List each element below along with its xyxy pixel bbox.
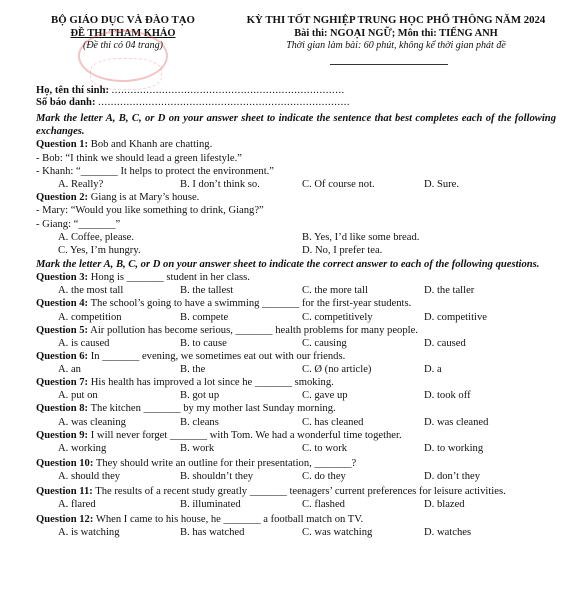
option-a[interactable]: A. Really? xyxy=(58,179,104,191)
question-4 xyxy=(36,297,556,323)
question-stem: The results of a recent study greatly _______ teenagers’ current preferences for leisure activities. xyxy=(95,485,506,497)
dialogue-line: - Giang: “_______” xyxy=(36,218,121,230)
question-label: Question 5: xyxy=(36,324,89,336)
option-c[interactable]: C. do they xyxy=(302,470,346,482)
question-5 xyxy=(36,324,556,350)
exam-reference: ĐỀ THI THAM KHẢO xyxy=(70,28,176,40)
option-a[interactable]: A. the most tall xyxy=(58,285,124,297)
option-c[interactable]: C. competitively xyxy=(302,311,373,323)
question-stem: They should write an outline for their presentation, _______? xyxy=(95,457,357,469)
options-row xyxy=(36,498,556,511)
options-row xyxy=(36,231,556,244)
question-label: Question 2: xyxy=(36,192,89,204)
dialogue-line: - Khanh: “_______ It helps to protect the environment.” xyxy=(36,165,275,177)
option-b[interactable]: B. cleans xyxy=(180,416,219,428)
question-6 xyxy=(36,350,556,376)
question-11 xyxy=(36,485,556,511)
question-label: Question 11: xyxy=(36,485,93,497)
header-right xyxy=(226,14,566,53)
question-stem: Hong is _______ student in her class. xyxy=(90,272,250,284)
option-c[interactable]: C. Yes, I’m hungry. xyxy=(58,244,141,256)
option-c[interactable]: C. has cleaned xyxy=(302,416,364,428)
option-a[interactable]: A. working xyxy=(58,442,107,454)
option-b[interactable]: B. Yes, I’d like some bread. xyxy=(302,231,420,243)
options-row xyxy=(36,526,556,539)
option-b[interactable]: B. the xyxy=(180,364,206,376)
candidate-id-dots: ................................................................................ xyxy=(98,97,351,108)
dialogue-line: - Mary: “Would you like something to drink, Giang?” xyxy=(36,205,264,217)
option-b[interactable]: B. to cause xyxy=(180,337,227,349)
exam-time: Thời gian làm bài: 60 phút, không kể thời gian phát đề xyxy=(286,40,506,52)
options-row xyxy=(36,337,556,350)
option-d[interactable]: D. caused xyxy=(424,337,466,349)
question-stem: When I came to his house, he _______ a football match on TV. xyxy=(95,514,364,526)
options-row xyxy=(36,470,556,483)
question-12 xyxy=(36,513,556,539)
option-a[interactable]: A. was cleaning xyxy=(58,416,126,428)
candidate-name-label: Họ, tên thí sinh: xyxy=(36,85,109,96)
option-a[interactable]: A. put on xyxy=(58,390,98,402)
question-label: Question 3: xyxy=(36,272,89,284)
section-2-instruction: Mark the letter A, B, C, or D on your answer sheet to indicate the correct answer to each of the following questions. xyxy=(36,258,540,270)
question-stem: In _______ evening, we sometimes eat out with our friends. xyxy=(90,350,346,362)
question-8 xyxy=(36,402,556,428)
option-a[interactable]: A. competition xyxy=(58,311,122,323)
options-row xyxy=(36,244,556,257)
question-stem: The kitchen _______ by my mother last Sunday morning. xyxy=(90,403,336,415)
option-c[interactable]: C. Ø (no article) xyxy=(302,364,372,376)
question-list xyxy=(36,271,556,539)
question-label: Question 12: xyxy=(36,514,94,526)
question-label: Question 9: xyxy=(36,429,89,441)
option-c[interactable]: C. the more tall xyxy=(302,285,368,297)
option-b[interactable]: B. the tallest xyxy=(180,285,234,297)
header-divider xyxy=(330,64,448,65)
option-a[interactable]: A. Coffee, please. xyxy=(58,231,134,243)
option-c[interactable]: C. Of course not. xyxy=(302,179,375,191)
options-row xyxy=(36,311,556,324)
question-2 xyxy=(36,191,556,257)
option-d[interactable]: D. to working xyxy=(424,442,484,454)
option-d[interactable]: D. was cleaned xyxy=(424,416,489,428)
question-label: Question 7: xyxy=(36,377,89,389)
option-b[interactable]: B. illuminated xyxy=(180,499,241,511)
question-stem: Giang is at Mary’s house. xyxy=(90,192,200,204)
option-b[interactable]: B. got up xyxy=(180,390,220,402)
question-label: Question 10: xyxy=(36,457,94,469)
question-label: Question 8: xyxy=(36,403,89,415)
candidate-id-row xyxy=(36,96,350,109)
options-row xyxy=(36,442,556,455)
option-b[interactable]: B. shouldn’t they xyxy=(180,470,254,482)
option-d[interactable]: D. the taller xyxy=(424,285,475,297)
question-label: Question 6: xyxy=(36,350,89,362)
question-1 xyxy=(36,138,556,191)
options-row xyxy=(36,389,556,402)
options-row xyxy=(36,416,556,429)
option-a[interactable]: A. is caused xyxy=(58,337,110,349)
option-d[interactable]: D. No, I prefer tea. xyxy=(302,244,383,256)
option-a[interactable]: A. an xyxy=(58,364,81,376)
option-a[interactable]: A. should they xyxy=(58,470,121,482)
options-row xyxy=(36,284,556,297)
option-d[interactable]: D. don’t they xyxy=(424,470,481,482)
option-a[interactable]: A. flared xyxy=(58,499,96,511)
question-stem: Bob and Khanh are chatting. xyxy=(90,139,213,151)
option-d[interactable]: D. took off xyxy=(424,390,471,402)
option-b[interactable]: B. has watched xyxy=(180,527,245,539)
section-1-instruction: Mark the letter A, B, C, or D on your answer sheet to indicate the sentence that best completes each of the following exchanges. xyxy=(36,113,556,138)
option-c[interactable]: C. was watching xyxy=(302,527,373,539)
candidate-name-dots: .......................................................................... xyxy=(111,85,345,96)
section-1 xyxy=(36,112,556,539)
question-3 xyxy=(36,271,556,297)
candidate-id-label: Số báo danh: xyxy=(36,97,96,108)
option-d[interactable]: D. blazed xyxy=(424,499,465,511)
exam-subject: Bài thi: NGOẠI NGỮ; Môn thi: TIẾNG ANH xyxy=(294,28,498,40)
question-stem: His health has improved a lot since he _______ smoking. xyxy=(90,377,334,389)
option-c[interactable]: C. gave up xyxy=(302,390,348,402)
question-label: Question 1: xyxy=(36,139,89,151)
option-b[interactable]: B. work xyxy=(180,442,215,454)
question-stem: I will never forget _______ with Tom. We had a wonderful time together. xyxy=(90,429,402,441)
question-7 xyxy=(36,376,556,402)
options-row xyxy=(36,363,556,376)
option-d[interactable]: D. Sure. xyxy=(424,179,460,191)
options-row xyxy=(36,178,556,191)
dialogue-line: - Bob: “I think we should lead a green lifestyle.” xyxy=(36,152,242,164)
option-c[interactable]: C. to work xyxy=(302,442,348,454)
option-d[interactable]: D. watches xyxy=(424,527,472,539)
question-stem: Air pollution has become serious, _______ health problems for many people. xyxy=(90,324,418,336)
option-b[interactable]: B. I don’t think so. xyxy=(180,179,260,191)
option-c[interactable]: C. flashed xyxy=(302,499,345,511)
option-d[interactable]: D. competitive xyxy=(424,311,487,323)
option-a[interactable]: A. is watching xyxy=(58,527,120,539)
question-10 xyxy=(36,457,556,483)
ministry-name: BỘ GIÁO DỤC VÀ ĐÀO TẠO xyxy=(51,14,195,26)
page-count-note: (Đề thi có 04 trang) xyxy=(83,40,163,52)
question-stem: The school’s going to have a swimming _______ for the first-year students. xyxy=(90,298,412,310)
question-9 xyxy=(36,429,556,455)
option-b[interactable]: B. compete xyxy=(180,311,229,323)
exam-title: KỲ THI TỐT NGHIỆP TRUNG HỌC PHỔ THÔNG NĂM 2024 xyxy=(246,14,546,26)
question-label: Question 4: xyxy=(36,298,89,310)
option-d[interactable]: D. a xyxy=(424,364,442,376)
option-c[interactable]: C. causing xyxy=(302,337,347,349)
